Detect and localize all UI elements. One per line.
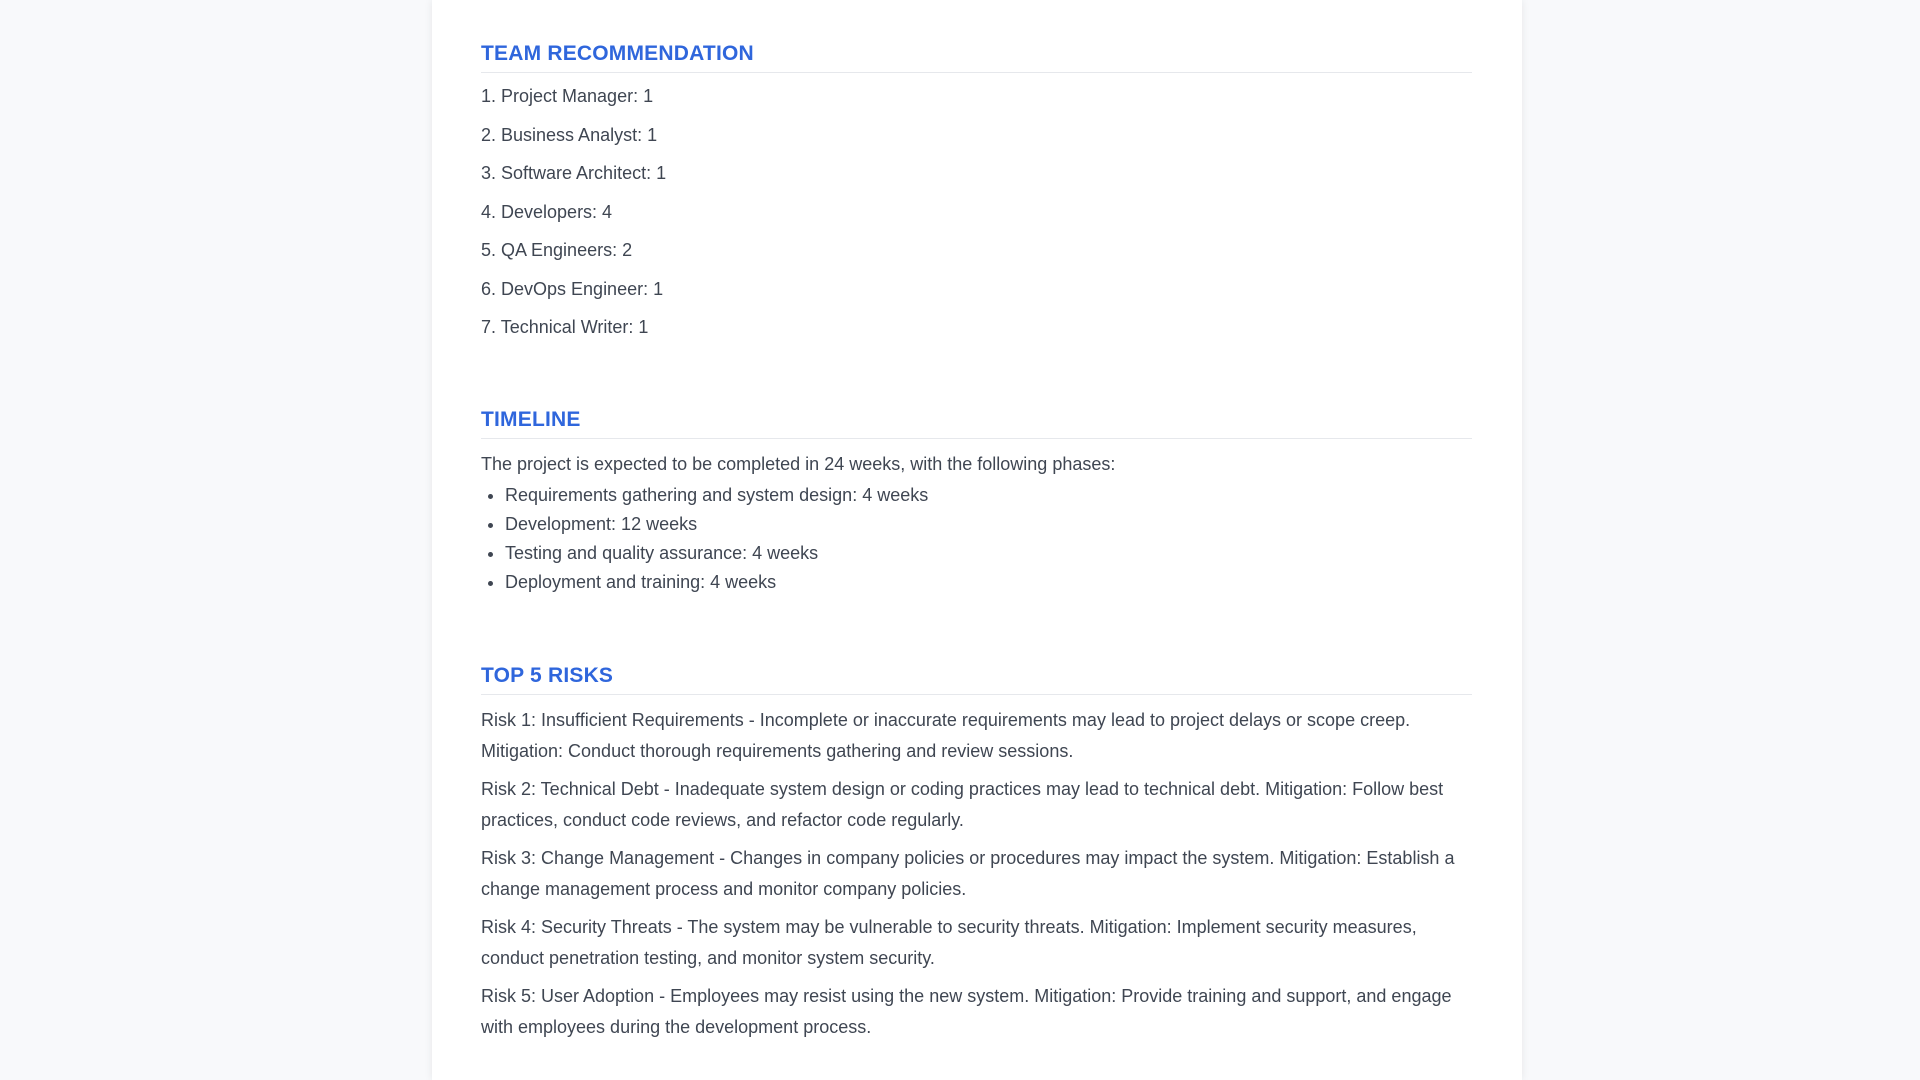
team-item-devops-engineer: 6. DevOps Engineer: 1: [481, 278, 664, 299]
phase-list: [481, 481, 1472, 597]
phase-item-deployment: • Deployment and training: 4 weeks: [505, 568, 1472, 597]
section-title-team: TEAM RECOMMENDATION: [481, 42, 1472, 73]
timeline-section: [481, 408, 1472, 597]
team-item-project-manager: 1. Project Manager: 1: [481, 86, 654, 106]
section-title-risks: TOP 5 RISKS: [481, 664, 1472, 695]
risk-item-3: Risk 3: Change Management - Changes in company policies or procedures may impact the system. Mitigation: Establish a change management process and monitor company policies.: [481, 848, 1455, 899]
team-item-qa-engineers: 5. QA Engineers: 2: [481, 240, 633, 260]
phase-item-development: • Development: 12 weeks: [505, 510, 1472, 539]
risks-section: [481, 664, 1472, 1043]
risk-item-2: Risk 2: Technical Debt - Inadequate system design or coding practices may lead to technical debt. Mitigation: Follow best practices, conduct code reviews, and refactor code regularly.: [481, 779, 1444, 830]
team-item-business-analyst: 2. Business Analyst: 1: [481, 124, 658, 145]
risk-item-1: Risk 1: Insufficient Requirements - Incomplete or inaccurate requirements may lead to project delays or scope creep. Mitigation: Conduct thorough requirements gathering and review sessions.: [481, 710, 1411, 761]
timeline-intro: The project is expected to be completed in 24 weeks, with the following phases:: [481, 454, 1116, 474]
team-item-software-architect: 3. Software Architect: 1: [481, 163, 667, 183]
phase-item-testing: • Testing and quality assurance: 4 weeks: [505, 539, 1472, 568]
risk-item-5: Risk 5: User Adoption - Employees may resist using the new system. Mitigation: Provide training and support, and engage with employees during the development process.: [481, 986, 1452, 1037]
team-recommendation-section: [481, 42, 1472, 355]
risk-item-4: Risk 4: Security Threats - The system may be vulnerable to security threats. Mitigation: Implement security measures, conduct penetration testing, and monitor system security.: [481, 917, 1417, 968]
team-item-technical-writer: 7. Technical Writer: 1: [481, 317, 649, 337]
team-item-developers: 4. Developers: 4: [481, 201, 613, 222]
section-title-timeline: TIMELINE: [481, 408, 1472, 439]
phase-item-requirements: • Requirements gathering and system design: 4 weeks: [505, 481, 1472, 510]
document-page: [432, 0, 1522, 1080]
team-list: [481, 85, 1472, 338]
